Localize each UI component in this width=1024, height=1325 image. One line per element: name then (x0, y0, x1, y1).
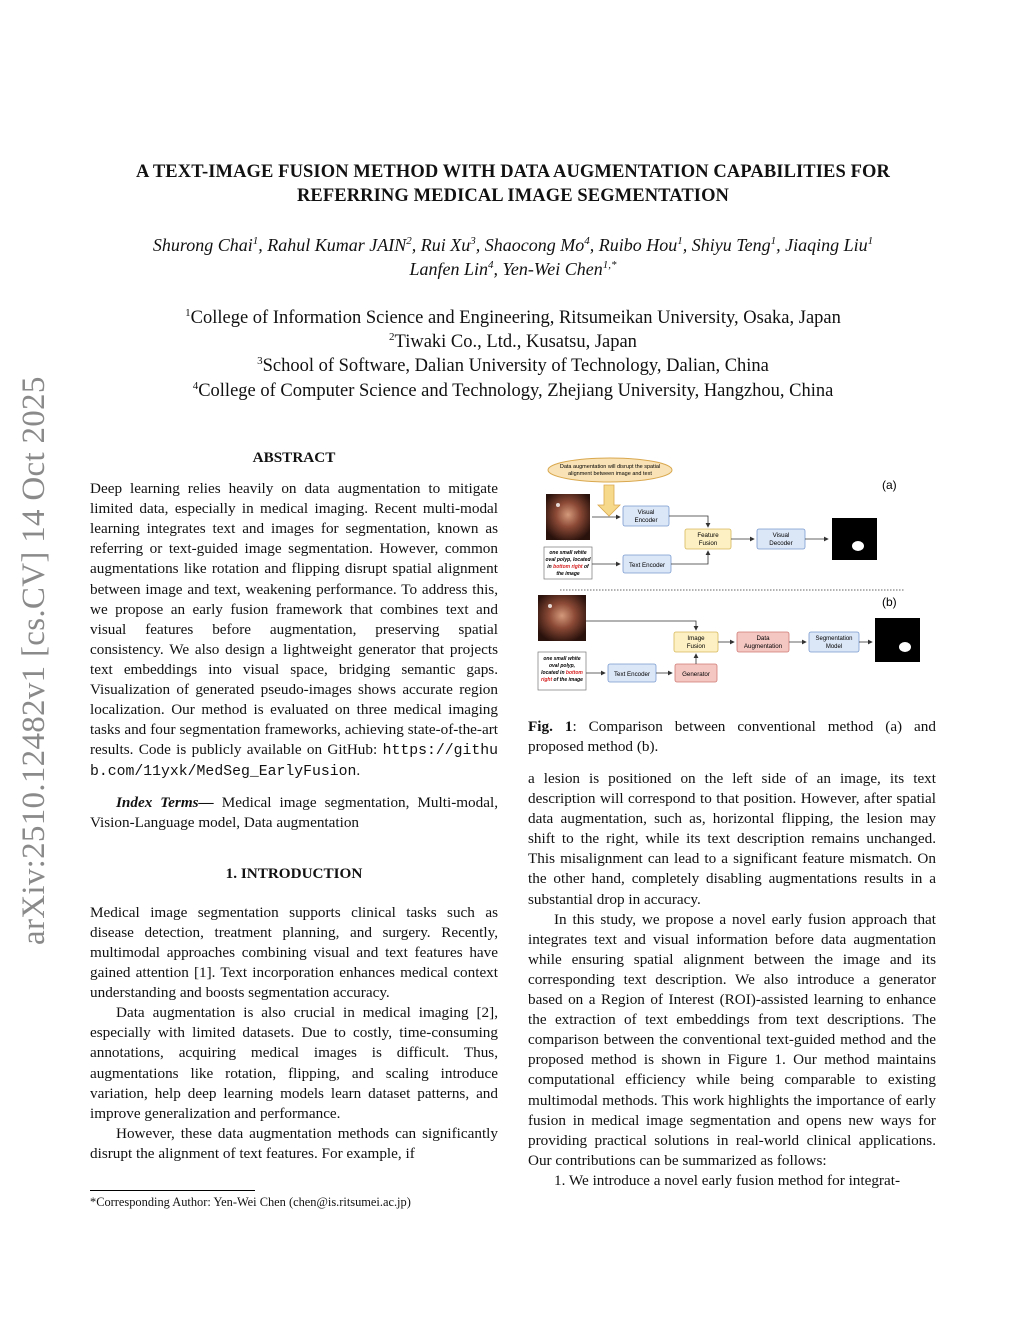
affiliation: $^1$College of Information Science and Engineering, Ritsumeikan University, Osaka, Japan (185, 306, 841, 328)
affiliation: $^2$Tiwaki Co., Ltd., Kusatsu, Japan (389, 331, 637, 353)
author: Shiyu Teng$^1$ (691, 235, 777, 255)
left-column (90, 448, 498, 1164)
down-arrow-icon (598, 485, 620, 516)
mask-output-b (875, 618, 920, 662)
affiliation: $^4$College of Computer Science and Technology, Zhejiang University, Hangzhou, China (192, 379, 834, 401)
svg-text:Text Encoder: Text Encoder (613, 671, 651, 678)
author: Jiaqing Liu$^1$ (785, 235, 874, 255)
svg-text:oval polyp, located: oval polyp, located (545, 557, 591, 563)
bubble-text-1: Data augmentation will disrupt the spatial (559, 464, 661, 470)
label-a: (a) (882, 478, 897, 492)
svg-text:one small white: one small white (549, 550, 587, 556)
footnote-rule (90, 1190, 255, 1191)
figure-1 (528, 450, 936, 700)
mask-output-a (832, 518, 877, 560)
author: Lanfen Lin$^4$ (409, 259, 494, 279)
svg-text:oval polyp,: oval polyp, (548, 663, 576, 669)
svg-text:Feature: Feature (697, 532, 719, 539)
abstract-heading: ABSTRACT (252, 449, 336, 466)
code-link[interactable]: https://github.com/11yxk/MedSeg_EarlyFusion (90, 743, 498, 781)
svg-text:located in bottom: located in bottom (541, 670, 583, 676)
svg-text:Decoder: Decoder (769, 540, 793, 547)
abstract-body: Deep learning relies heavily on data augmentation to mitigate limited data, especially in medical imaging. Recent multi-modal learning integrates text and images for segmentation, known as referring or text-guided image segmentation. However, common augmentations like rotation and flipping disrupt spatial alignment between image and text, weakening performance. To address this, we propose an early fusion framework that combines text and visual features before augmentation, preserving spatial consistency. We also design a lightweight generator that projects text embeddings into visual space, bridging semantic gaps. Visualization of generated pseudo-images shows accurate region localization. Our method is evaluated on three medical imaging tasks and four segmentation frameworks, achieving state-of-the-art results. Code is publicly available on GitHub: https://github.com/11yxk/MedSeg_EarlyFusion. (90, 480, 498, 781)
figure-diagram (528, 450, 936, 700)
arxiv-identifier: arXiv:2510.12482v1 [cs.CV] 14 Oct 2025 (16, 376, 52, 945)
svg-text:Encoder: Encoder (634, 517, 658, 524)
svg-text:one small white: one small white (543, 656, 581, 662)
svg-text:in bottom right of: in bottom right of (547, 564, 589, 570)
intro-heading: 1. INTRODUCTION (225, 864, 363, 882)
mask-blob (852, 541, 864, 551)
polyp-highlight (556, 503, 560, 507)
svg-text:Image: Image (687, 635, 705, 642)
bubble-text-2: alignment between image and text (568, 471, 652, 477)
svg-text:Visual: Visual (637, 509, 655, 516)
body-paragraph-3: 1. We introduce a novel early fusion method for integrat- (554, 1171, 901, 1189)
title-line-1: A TEXT-IMAGE FUSION METHOD WITH DATA AUGMENTATION CAPABILITIES FOR (136, 162, 890, 182)
index-terms: Index Terms— Medical image segmentation, Multi-modal, Vision-Language model, Data augmentation (90, 793, 499, 831)
right-column (528, 769, 936, 1191)
svg-text:Generator: Generator (682, 671, 710, 678)
bubble-shape (548, 458, 672, 482)
body-paragraph-2: In this study, we propose a novel early fusion approach that integrates text and visual information before data augmentation while ensuring spatial alignment between the image and its corresponding text description. We also introduce a generator based on a Region of Interest (ROI)-assisted learning to enhance the extraction of text embeddings from text descriptions. The comparison between the conventional text-guided method and the proposed method is shown in Figure 1. Our method maintains computational efficiency while being comparable to existing multimodal methods. This work highlights the importance of early fusion in medical image segmentation and opens new ways for providing practical solutions in real-world clinical applications. Our contributions can be summarized as follows: (528, 910, 936, 1169)
svg-text:Augmentation: Augmentation (743, 643, 783, 650)
intro-paragraph-1: Medical image segmentation supports clinical tasks such as disease detection, treatment planning, and surgery. Recently, multimodal approaches combining visual and text features have gained attention [1]. Text incorporation enhances medical context understanding and boosts segmentation accuracy. (90, 903, 498, 1002)
footnote: *Corresponding Author: Yen-Wei Chen (chen@is.ritsumei.ac.jp) (90, 1195, 411, 1209)
svg-text:right of the image: right of the image (541, 677, 583, 683)
svg-text:the image: the image (556, 571, 580, 577)
author: Shurong Chai$^1$ (152, 235, 259, 255)
body-paragraph-1: a lesion is positioned on the left side of an image, its text description will correspond to that position. However, after spatial data augmentation, such as, horizontal flipping, the lesion may shift to the right, while its text description remains unchanged. This misalignment can lead to a significant feature mismatch. On the other hand, completely disabling augmentations results in a substantial drop in accuracy. (528, 770, 936, 908)
author-list (60, 233, 966, 281)
intro-paragraph-3: However, these data augmentation methods can significantly disrupt the alignment of text features. For example, if (90, 1124, 498, 1162)
svg-text:Data: Data (756, 635, 770, 642)
affiliations (60, 306, 966, 403)
author: Shaocong Mo$^4$ (484, 235, 590, 255)
svg-text:Fusion: Fusion (686, 643, 706, 650)
affiliation: $^3$School of Software, Dalian University of Technology, Dalian, China (257, 355, 769, 377)
svg-text:Text Encoder: Text Encoder (628, 562, 666, 569)
intro-paragraph-2: Data augmentation is also crucial in medical imaging [2], especially with limited datasets. Due to costly, time-consuming annotations, acquiring medical images is difficult. Thus, augmentations like rotation, flipping, and scaling introduce variation, help deep learning models learn dataset patterns, and improve generalization and performance. (90, 1004, 498, 1122)
endoscopy-image-a (546, 494, 590, 540)
author-line-1: Shurong Chai$^1$, Rahul Kumar JAIN$^2$, Rui Xu$^3$, Shaocong Mo$^4$, Ruibo Hou$^1$, Shiyu Teng$^1$, Jiaqing Liu$^1$ (152, 235, 874, 255)
author-line-2: Lanfen Lin$^4$, Yen-Wei Chen$^{1,*}$ (409, 259, 617, 279)
paper-title (60, 160, 966, 208)
svg-text:Segmentation: Segmentation (815, 636, 853, 642)
title-line-2: REFERRING MEDICAL IMAGE SEGMENTATION (296, 186, 730, 206)
label-b: (b) (882, 595, 897, 609)
figure-caption: Fig. 1: Comparison between conventional method (a) and proposed method (b). (528, 718, 936, 756)
endoscopy-image-b (538, 595, 586, 641)
author: Ruibo Hou$^1$ (598, 235, 683, 255)
author: Rui Xu$^3$ (420, 235, 476, 255)
author: Rahul Kumar JAIN$^2$ (267, 235, 412, 255)
author: Yen-Wei Chen$^{1,*}$ (502, 259, 617, 279)
svg-text:Model: Model (825, 644, 843, 650)
svg-text:Fusion: Fusion (698, 540, 718, 547)
svg-text:Visual: Visual (772, 532, 790, 539)
